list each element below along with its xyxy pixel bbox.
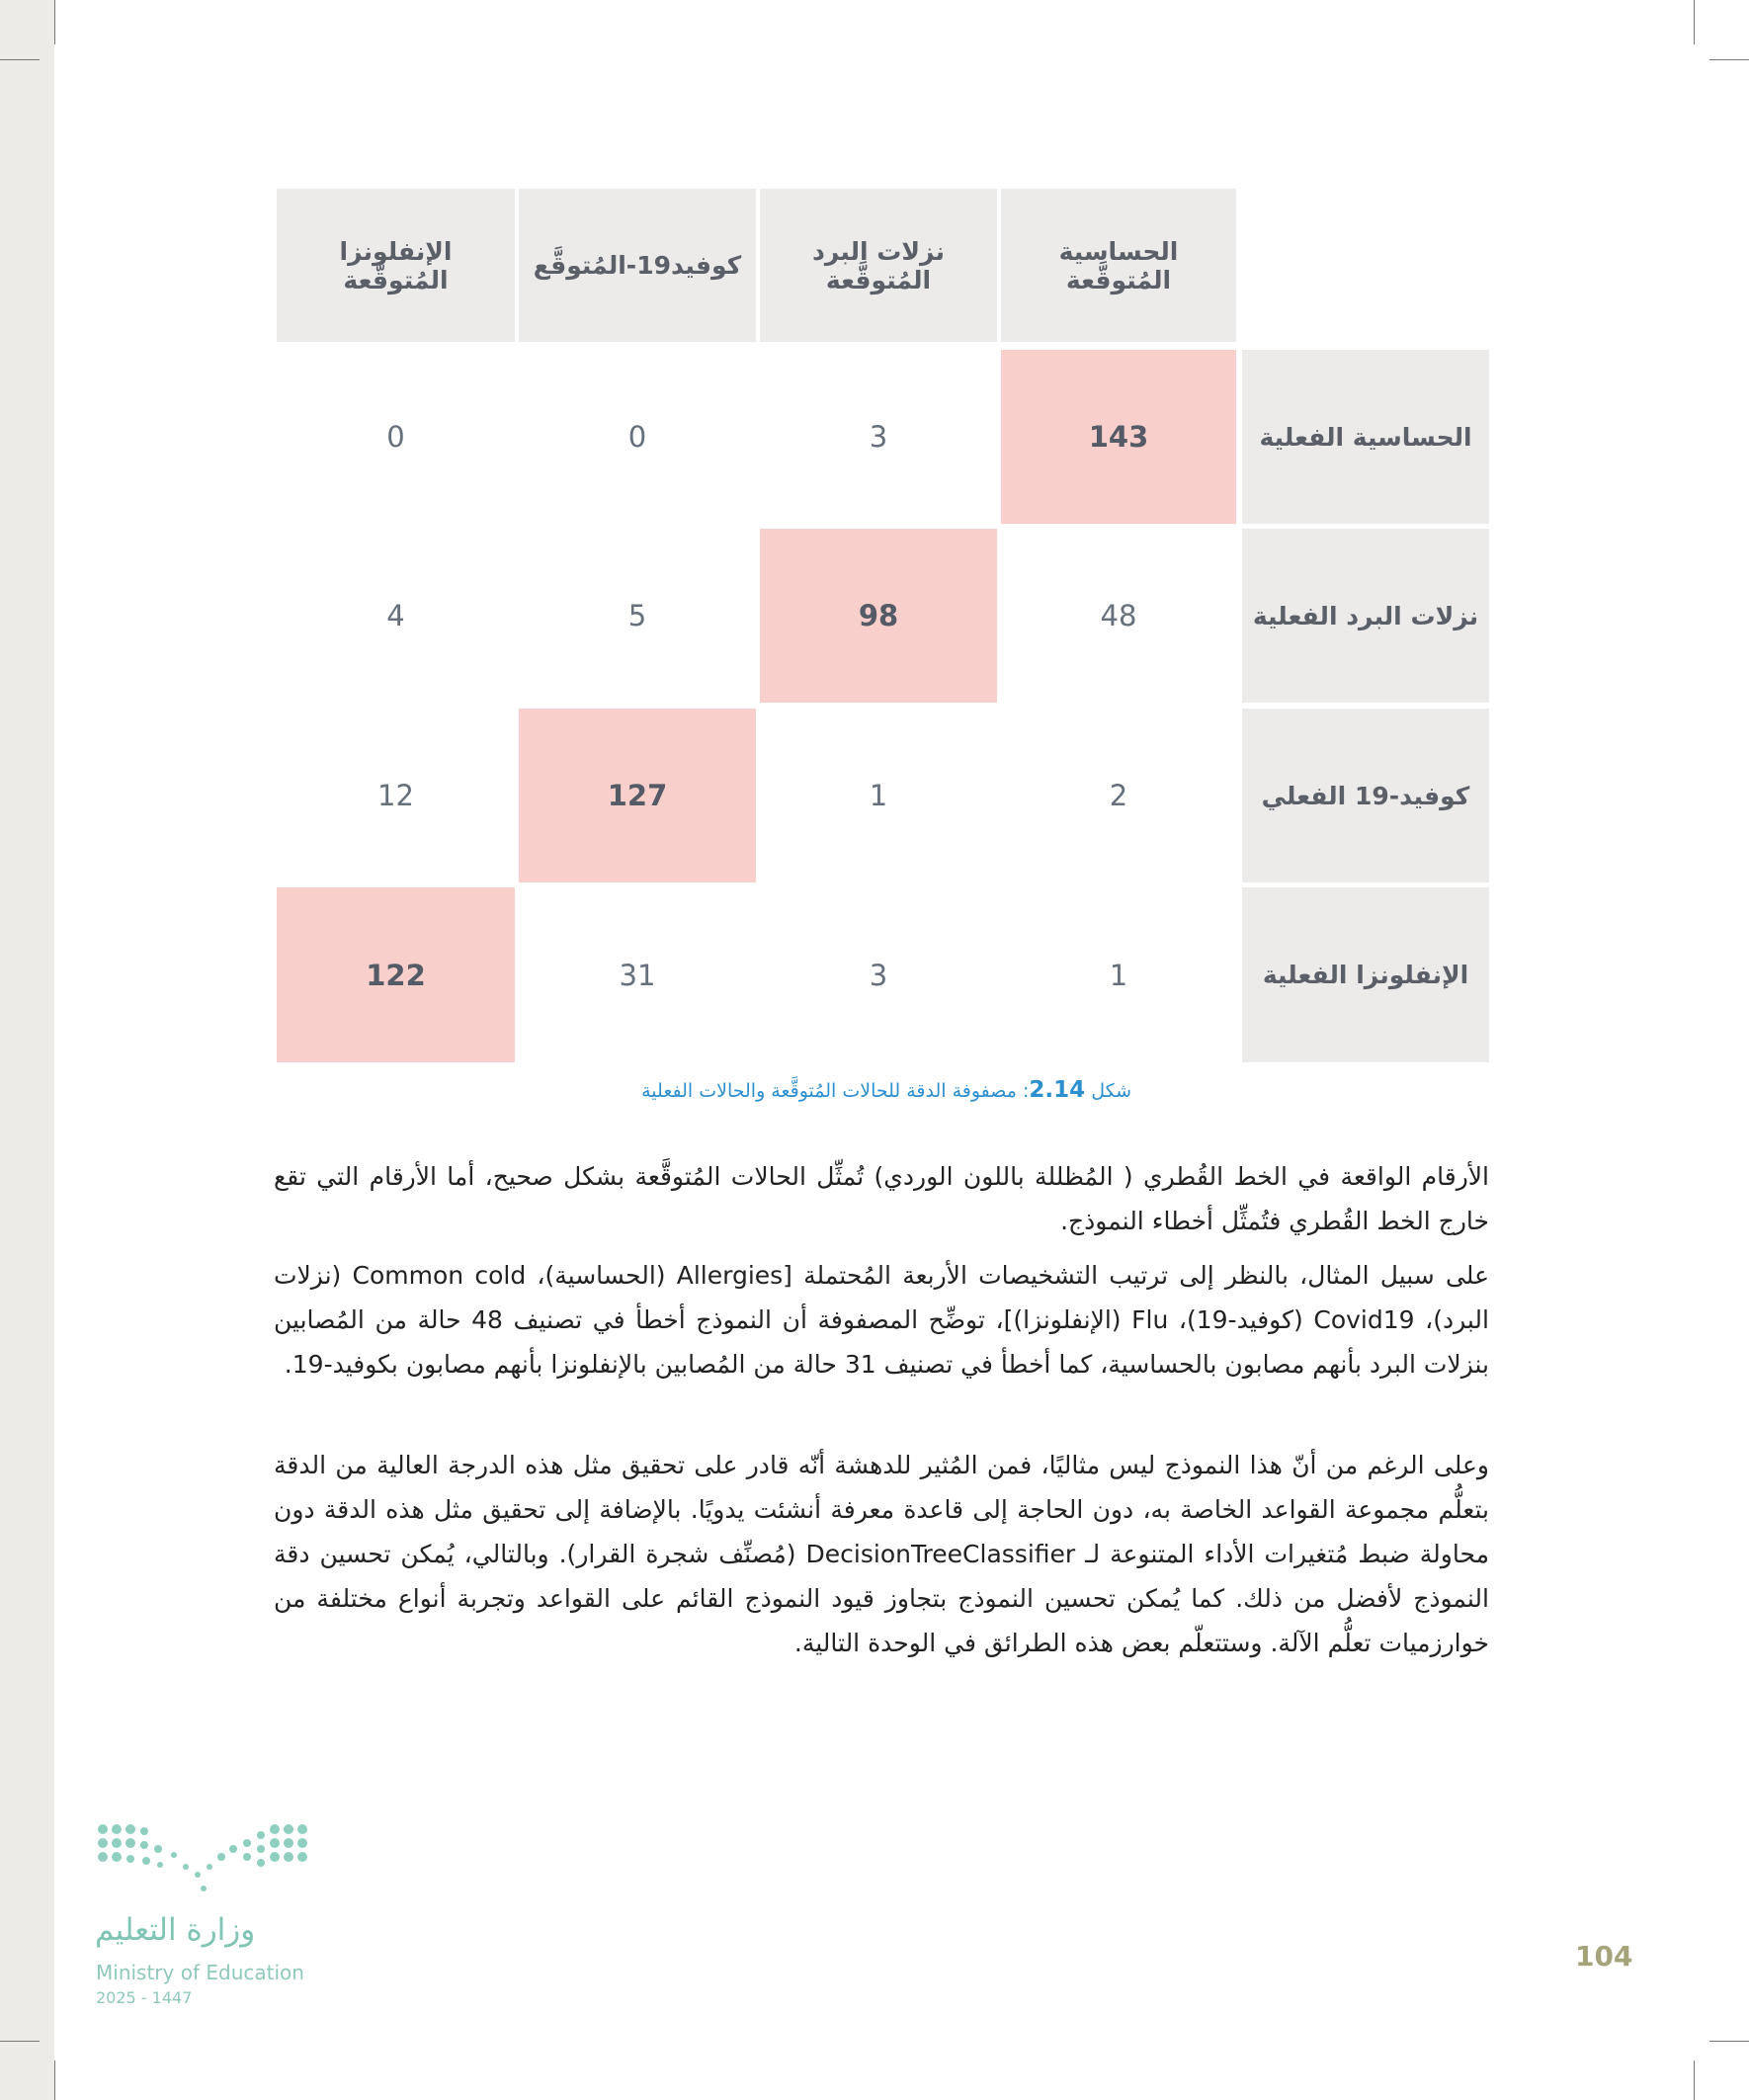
matrix-cell: 3 (760, 350, 997, 524)
actual-header-covid: كوفيد-19 الفعلي (1242, 709, 1489, 882)
caption-number: 2.14 (1029, 1077, 1086, 1103)
ministry-name-english: Ministry of Education (96, 1961, 304, 1984)
matrix-cell: 1 (760, 709, 997, 882)
body-paragraph-2: على سبيل المثال، بالنظر إلى ترتيب التشخيصات الأربعة المُحتملة [Allergies (الحساسية)، Common cold (نزلات البرد)، Covid19 (كوفيد-19)، Flu (الإنفلونزا)]، توضِّح المصفوفة أن النموذج أخطأ في تصنيف 48 حالة من المُصابين بنزلات البرد بأنهم مصابون بالحساسية، كما أخطأ في تصنيف 31 حالة من المُصابين بالإنفلونزا بأنهم مصابون بكوفيد-19. (274, 1261, 1489, 1379)
matrix-cell: 0 (519, 350, 756, 524)
page-margin-strip (0, 0, 54, 2100)
actual-header-cold: نزلات البرد الفعلية (1242, 529, 1489, 703)
matrix-cell: 48 (1001, 529, 1236, 703)
matrix-cell: 1 (1001, 887, 1236, 1062)
predicted-header-allergies: الحساسية المُتوقَّعة (1001, 189, 1236, 342)
predicted-header-covid: كوفيد19-المُتوقَّع (519, 189, 756, 342)
actual-header-flu: الإنفلونزا الفعلية (1242, 887, 1489, 1062)
crop-mark (54, 0, 55, 44)
ministry-year: 2025 - 1447 (96, 1988, 193, 2007)
matrix-cell: 3 (760, 887, 997, 1062)
crop-mark (1709, 2041, 1749, 2042)
matrix-cell: 2 (1001, 709, 1236, 882)
crop-mark (0, 2041, 40, 2042)
body-paragraph-1: الأرقام الواقعة في الخط القُطري ( المُظللة باللون الوردي) تُمثِّل الحالات المُتوقَّعة بشكل صحيح، أما الأرقام التي تقع خارج الخط القُطري فتُمثِّل أخطاء النموذج. (274, 1162, 1489, 1235)
matrix-cell: 12 (277, 709, 515, 882)
crop-mark (1709, 59, 1749, 60)
matrix-cell: 4 (277, 529, 515, 703)
matrix-cell: 0 (277, 350, 515, 524)
crop-mark (1694, 2060, 1695, 2100)
crop-mark (1694, 0, 1695, 44)
matrix-cell: 127 (519, 709, 756, 882)
predicted-header-flu: الإنفلونزا المُتوقَّعة (277, 189, 515, 342)
matrix-cell: 143 (1001, 350, 1236, 524)
caption-label: شكل (1091, 1080, 1131, 1102)
predicted-header-cold: نزلات البرد المُتوقَّعة (760, 189, 997, 342)
caption-text: : مصفوفة الدقة للحالات المُتوقَّعة والحالات الفعلية (641, 1080, 1030, 1102)
actual-header-allergies: الحساسية الفعلية (1242, 350, 1489, 524)
matrix-cell: 98 (760, 529, 997, 703)
crop-mark (0, 59, 40, 60)
matrix-cell: 5 (519, 529, 756, 703)
crop-mark (54, 2060, 55, 2100)
page-number: 104 (1575, 1940, 1633, 1973)
matrix-cell: 122 (277, 887, 515, 1062)
matrix-cell: 31 (519, 887, 756, 1062)
figure-caption (632, 1077, 1131, 1103)
ministry-logo-dots-icon (95, 1821, 312, 1900)
body-paragraph-3: وعلى الرغم من أنّ هذا النموذج ليس مثاليًا، فمن المُثير للدهشة أنّه قادر على تحقيق مثل هذه الدرجة العالية من الدقة بتعلُّم مجموعة القواعد الخاصة به، دون الحاجة إلى قاعدة معرفة أنشئت يدويًا. بالإضافة إلى تحقيق مثل هذه الدقة دون محاولة ضبط مُتغيرات الأداء المتنوعة لـ DecisionTreeClassifier (مُصنِّف شجرة القرار). وبالتالي، يُمكن تحسين دقة النموذج لأفضل من ذلك. كما يُمكن تحسين النموذج بتجاوز قيود النموذج القائم على القواعد وتجربة أنواع مختلفة من خوارزميات تعلُّم الآلة. وستتعلّم بعض هذه الطرائق في الوحدة التالية. (274, 1451, 1489, 1657)
ministry-name-arabic: وزارة التعليم (95, 1912, 256, 1948)
